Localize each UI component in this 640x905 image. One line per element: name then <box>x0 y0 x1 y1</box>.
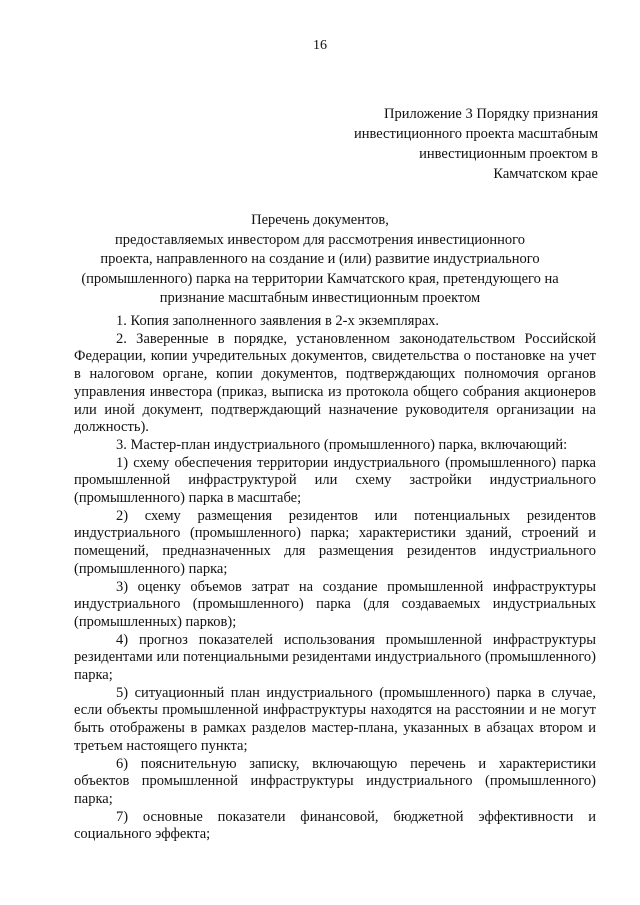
subparagraph-7: 7) основные показатели финансовой, бюджетной эффективности и социального эффекта; <box>74 808 596 843</box>
subparagraph-4: 4) прогноз показателей использования промышленной инфраструктуры резидентами или потенциальными резидентами индустриального (промышленного) парка; <box>74 631 596 684</box>
title-line: предоставляемых инвестором для рассмотрения инвестиционного <box>114 231 526 248</box>
paragraph-item-3: 3. Мастер-план индустриального (промышленного) парка, включающий: <box>116 436 568 453</box>
subparagraph-2: 2) схему размещения резидентов или потенциальных резидентов индустриального (промышленного) парка; характеристики зданий, строений и помещений, предназначенных для размещения резидентов индустриального (промышленного) парка; <box>74 507 596 577</box>
subparagraph-6: 6) пояснительную записку, включающую перечень и характеристики объектов промышленной инфраструктуры индустриального (промышленного) парка; <box>74 755 596 807</box>
page-number: 16 <box>313 38 327 53</box>
appendix-line: Камчатском крае <box>493 166 598 182</box>
appendix-line: Приложение 3 Порядку признания <box>384 106 598 122</box>
title-line: (промышленного) парка на территории Камчатского края, претендующего на <box>81 270 559 287</box>
title-line: Перечень документов, <box>251 212 389 228</box>
subparagraph-1: 1) схему обеспечения территории индустриального (промышленного) парка промышленной инфраструктурой или схему застройки индустриального (промышленного) парка в масштабе; <box>74 454 596 507</box>
document-title <box>60 211 580 309</box>
appendix-line: инвестиционным проектом в <box>419 146 598 162</box>
title-line: проекта, направленного на создание и (или) развитие индустриального <box>100 251 540 267</box>
appendix-header <box>298 104 598 184</box>
paragraph-item-2: 2. Заверенные в порядке, установленном законодательством Российской Федерации, копии учредительных документов, свидетельства о постановке на учет в налоговом органе, копии документов, подтверждающих полномочия органов управления инвестора (приказ, выписка из протокола общего собрания акционеров или иной документ, подтверждающий назначение руководителя организации на должность). <box>74 330 596 436</box>
document-body <box>74 313 596 844</box>
subparagraph-5: 5) ситуационный план индустриального (промышленного) парка в случае, если объекты промышленной инфраструктуры находятся на расстоянии и не могут быть отображены в рамках разделов мастер-плана, указанных в абзацах втором и третьем настоящего пункта; <box>74 684 596 754</box>
subparagraph-3: 3) оценку объемов затрат на создание промышленной инфраструктуры индустриального (промышленного) парка (для создаваемых индустриальных (промышленных) парков); <box>74 578 596 630</box>
title-line: признание масштабным инвестиционным проектом <box>159 290 481 306</box>
paragraph-item-1: 1. Копия заполненного заявления в 2-х экземплярах. <box>116 313 440 329</box>
appendix-line: инвестиционного проекта масштабным <box>353 126 598 142</box>
